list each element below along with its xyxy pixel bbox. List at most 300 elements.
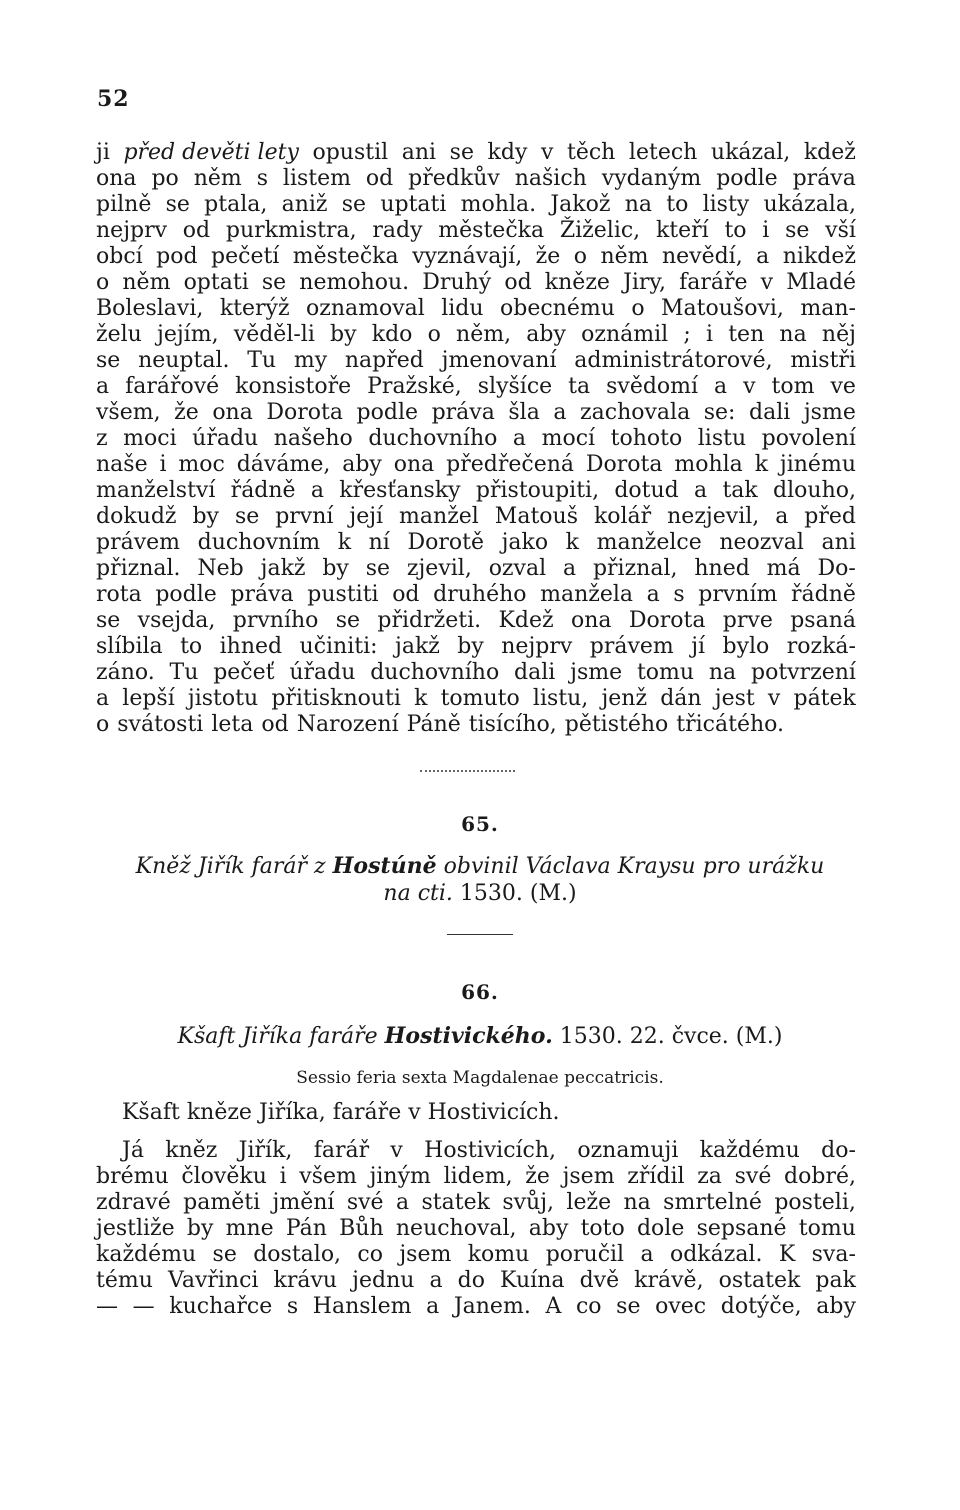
- section-65-heading-line-1: [0, 852, 960, 881]
- heading-part: z: [314, 854, 326, 879]
- word: optati: [183, 270, 249, 295]
- word: pilně: [96, 192, 152, 217]
- word: kuchařce: [169, 1294, 273, 1319]
- word: Druhý: [422, 270, 492, 295]
- text-line: [96, 504, 856, 530]
- word: Pán: [285, 1216, 327, 1241]
- word: přitisknouti: [271, 686, 401, 711]
- word: posteli,: [774, 1190, 856, 1215]
- word: i: [762, 218, 770, 243]
- word: manžel: [399, 504, 479, 529]
- word: —: [96, 1294, 118, 1319]
- word: a: [96, 374, 110, 399]
- word: jestliže: [96, 1216, 175, 1241]
- word: tisícího,: [468, 712, 557, 737]
- word: ptala,: [204, 192, 268, 217]
- word: pečetí: [211, 244, 280, 269]
- section-number-66: 66.: [461, 980, 499, 1004]
- word: od: [504, 270, 532, 295]
- word: jakž: [395, 634, 440, 659]
- word: učiniti:: [299, 634, 378, 659]
- word: nikdež: [782, 244, 856, 269]
- word: její: [349, 504, 384, 529]
- word: dali: [749, 400, 791, 425]
- word: ;: [683, 322, 691, 347]
- word: ukázal,: [710, 140, 791, 165]
- word: těch: [566, 140, 616, 165]
- section-number-65: 65.: [461, 812, 499, 836]
- word: všem: [299, 1164, 357, 1189]
- word: aby: [816, 1294, 856, 1319]
- word: právem: [96, 530, 181, 555]
- word: aniž: [281, 192, 328, 217]
- word: ihned: [219, 634, 283, 659]
- word: a: [714, 374, 728, 399]
- word: městečka: [438, 218, 545, 243]
- word: člověku: [181, 1164, 267, 1189]
- word: A: [545, 1294, 562, 1319]
- word: rota: [96, 582, 142, 607]
- word: o: [96, 712, 110, 737]
- text-line: [96, 374, 856, 400]
- word: se: [341, 192, 367, 217]
- word: napřed: [344, 348, 424, 373]
- word: se: [212, 1242, 237, 1267]
- text-line: [96, 608, 856, 634]
- text-line: [96, 270, 856, 296]
- word: Dorota: [628, 608, 706, 633]
- word: kterýž: [219, 296, 290, 321]
- word: tomuto: [440, 686, 520, 711]
- word: by: [457, 634, 484, 659]
- word: Matouš: [494, 504, 578, 529]
- word: něj: [821, 322, 856, 347]
- subtitle-text: Kšaft kněze Jiříka, faráře v Hostivicích.: [122, 1100, 560, 1125]
- word: jako: [501, 530, 549, 555]
- word: do-: [821, 1138, 856, 1163]
- word: lepší: [122, 686, 175, 711]
- word: křesťansky: [339, 478, 461, 503]
- word: něm: [122, 270, 171, 295]
- text-line: [96, 556, 856, 582]
- word: jenž: [601, 686, 648, 711]
- word: a: [646, 582, 660, 607]
- text-line: [96, 1190, 856, 1216]
- word: kteří: [655, 218, 709, 243]
- word: dotýče,: [720, 1294, 802, 1319]
- word: i: [705, 322, 714, 347]
- word: Dorota: [266, 400, 343, 425]
- word: o: [631, 296, 645, 321]
- word: zjevil,: [406, 556, 472, 581]
- word: krávě,: [634, 1268, 704, 1293]
- word: Hanslem: [312, 1294, 412, 1319]
- subtitle: [96, 1100, 856, 1126]
- word: o: [427, 322, 441, 347]
- word: Vavřinci: [167, 1268, 259, 1293]
- section-65-heading-line-2: [0, 880, 960, 908]
- word: leta: [211, 712, 254, 737]
- word: zdravé: [96, 1190, 171, 1215]
- word: krávu: [273, 1268, 338, 1293]
- word: v: [540, 140, 554, 165]
- word: mohla: [674, 452, 743, 477]
- word: že: [535, 244, 561, 269]
- word: obecnému: [500, 296, 615, 321]
- word: purkmistra,: [225, 218, 357, 243]
- word: na: [623, 1190, 651, 1215]
- word: psaná: [790, 608, 856, 633]
- heading-place: Hostivického.: [384, 1023, 553, 1049]
- word: jsem: [562, 1164, 615, 1189]
- word: lidu: [441, 296, 484, 321]
- word: jiným: [369, 1164, 431, 1189]
- word: a: [553, 400, 567, 425]
- paragraph-1: [96, 140, 856, 738]
- word: ona: [212, 400, 253, 425]
- word: s: [673, 582, 685, 607]
- word: co: [357, 1242, 383, 1267]
- word: Mladé: [786, 270, 856, 295]
- word: oznamoval: [305, 296, 425, 321]
- text-line: [96, 348, 856, 374]
- word: úřadu: [289, 660, 356, 685]
- word: ona: [96, 166, 137, 191]
- word: slyšíce: [477, 374, 553, 399]
- word: Matoušovi,: [661, 296, 784, 321]
- word: letech: [628, 140, 698, 165]
- text-line: [96, 166, 856, 192]
- word: kdy: [487, 140, 528, 165]
- word: pod: [156, 244, 198, 269]
- text-line: [96, 426, 856, 452]
- word: tomu: [636, 660, 695, 685]
- word: sva-: [811, 1242, 856, 1267]
- word: se: [335, 608, 361, 633]
- word: prvního: [232, 608, 319, 633]
- word: podle: [155, 582, 217, 607]
- word: želu: [96, 322, 142, 347]
- word: k: [414, 686, 428, 711]
- text-line: [96, 322, 856, 348]
- word: to: [180, 634, 203, 659]
- word: vydaným: [601, 166, 702, 191]
- word: dáváme,: [236, 452, 331, 477]
- word: svátosti: [117, 712, 204, 737]
- word: má: [766, 556, 801, 581]
- text-line: [96, 712, 856, 738]
- text-line: [96, 582, 856, 608]
- word: jmenovaní: [441, 348, 557, 373]
- word: listu: [697, 426, 747, 451]
- word: jakž: [260, 556, 306, 581]
- separator-rule: [447, 934, 513, 935]
- word: se: [96, 608, 121, 633]
- word: listy: [702, 192, 750, 217]
- word: kdo: [371, 322, 413, 347]
- word: Páně: [406, 712, 461, 737]
- word: i: [159, 452, 167, 477]
- word: Kdež: [498, 608, 554, 633]
- word: listu,: [532, 686, 589, 711]
- word: přiznal,: [592, 556, 678, 581]
- word: to: [724, 218, 747, 243]
- word: administrátorové,: [574, 348, 773, 373]
- word: Dorota: [585, 452, 663, 477]
- word: před: [804, 504, 856, 529]
- word: kněze: [544, 270, 610, 295]
- word: první: [275, 504, 334, 529]
- separator-dots: [420, 770, 515, 772]
- word: v: [390, 1138, 403, 1163]
- word: předkův: [408, 166, 500, 191]
- word: jinému: [779, 452, 856, 477]
- word: a: [640, 1242, 654, 1267]
- word: svůj,: [502, 1190, 555, 1215]
- word: své: [734, 1164, 772, 1189]
- word: hned: [694, 556, 750, 581]
- word: něm: [600, 244, 649, 269]
- word: nejprv: [96, 218, 168, 243]
- word: pak: [815, 1268, 856, 1293]
- word: s: [286, 1294, 299, 1319]
- word: dlouho,: [773, 478, 856, 503]
- word: od: [182, 218, 211, 243]
- word: na: [708, 660, 737, 685]
- paragraph-2: [96, 1138, 856, 1320]
- word: my: [293, 348, 328, 373]
- word: a: [426, 1294, 440, 1319]
- word: s: [256, 166, 268, 191]
- word: paměti: [183, 1190, 261, 1215]
- word: povolení: [761, 426, 856, 451]
- word: Tu: [247, 348, 277, 373]
- word: ní: [368, 530, 390, 555]
- word: se: [261, 270, 287, 295]
- word: od: [392, 582, 420, 607]
- word: a: [395, 1190, 410, 1215]
- word: opustil: [312, 140, 389, 165]
- word: sepsané: [696, 1216, 787, 1241]
- word: jsme: [803, 400, 856, 425]
- word: jí: [691, 634, 706, 659]
- text-line: [96, 530, 856, 556]
- word: dali: [514, 660, 556, 685]
- word: přistoupiti,: [475, 478, 600, 503]
- word: jistotu: [187, 686, 259, 711]
- word: kolář: [593, 504, 652, 529]
- word: jejím,: [157, 322, 219, 347]
- word: jsem: [399, 1242, 452, 1267]
- session-note: Sessio feria sexta Magdalenae peccatricis.: [296, 1068, 664, 1088]
- word: a: [429, 1268, 443, 1293]
- text-line: [96, 1216, 856, 1242]
- word: Jiřík,: [238, 1138, 293, 1163]
- word: Tu: [169, 660, 199, 685]
- word: man-: [800, 296, 856, 321]
- word: třicátého.: [676, 712, 784, 737]
- text-line: [96, 634, 856, 660]
- word: duchovním: [197, 530, 321, 555]
- word: Jakož: [550, 192, 611, 217]
- word: od: [261, 712, 289, 737]
- word: a: [96, 686, 110, 711]
- word: a: [775, 504, 789, 529]
- word: druhého: [433, 582, 527, 607]
- word: každému: [699, 1138, 800, 1163]
- text-line: [96, 1164, 856, 1190]
- word: lidem,: [443, 1164, 513, 1189]
- word: Do-: [817, 556, 856, 581]
- word: manžela: [540, 582, 634, 607]
- word: se: [96, 348, 121, 373]
- text-line: [96, 192, 856, 218]
- word: komu: [467, 1242, 530, 1267]
- word: v: [760, 270, 774, 295]
- word: smrtelné: [663, 1190, 762, 1215]
- word: právem: [589, 634, 674, 659]
- word: k: [565, 530, 580, 555]
- word: své: [346, 1190, 384, 1215]
- word: práva: [792, 166, 856, 191]
- word: vsejda,: [137, 608, 216, 633]
- word: pečeť: [213, 660, 275, 685]
- word: prve: [722, 608, 773, 633]
- word: ta: [568, 374, 591, 399]
- word: ona: [570, 608, 612, 633]
- word: tohoto: [610, 426, 683, 451]
- word: pětistého: [564, 712, 669, 737]
- heading-place: Hostúně: [332, 853, 437, 879]
- heading-part: Kněž Jiřík farář: [135, 854, 308, 879]
- word: moc: [178, 452, 225, 477]
- text-line: [96, 400, 856, 426]
- word: řádně: [230, 478, 296, 503]
- word: práva: [230, 582, 294, 607]
- word: poručil: [545, 1242, 625, 1267]
- word: v: [743, 374, 756, 399]
- word: o: [573, 244, 587, 269]
- word: ani: [401, 140, 437, 165]
- word: nejprv: [501, 634, 573, 659]
- text-line: [96, 140, 856, 166]
- word: Já: [122, 1138, 144, 1163]
- word: co: [575, 1294, 602, 1319]
- word: se: [365, 556, 391, 581]
- word: mohla.: [460, 192, 537, 217]
- word: kněz: [165, 1138, 218, 1163]
- word: a: [756, 244, 770, 269]
- word: jmění: [272, 1190, 335, 1215]
- word: ukázala,: [763, 192, 856, 217]
- word: leže: [566, 1190, 612, 1215]
- word: každému: [96, 1242, 197, 1267]
- word: na: [779, 322, 807, 347]
- word: přiznal.: [96, 556, 181, 581]
- text-line: [96, 218, 856, 244]
- heading-part: obvinil Václava Kraysu pro urážku: [443, 854, 825, 879]
- word: statek: [421, 1190, 490, 1215]
- text-line: [96, 478, 856, 504]
- word: oznamuji: [577, 1138, 679, 1163]
- word: zachovala: [580, 400, 691, 425]
- word: záno.: [96, 660, 155, 685]
- word: pustiti: [307, 582, 379, 607]
- text-line: [96, 296, 856, 322]
- word: Pražské,: [367, 374, 462, 399]
- word: mocí: [541, 426, 596, 451]
- text-line: [96, 1268, 856, 1294]
- word: konsistoře: [235, 374, 352, 399]
- word: se:: [703, 400, 736, 425]
- word: našeho: [273, 426, 353, 451]
- word: ostatek: [718, 1268, 801, 1293]
- word: se: [165, 192, 190, 217]
- word: K: [778, 1242, 796, 1267]
- word: od: [365, 166, 394, 191]
- word: naše: [96, 452, 148, 477]
- word: dostalo,: [253, 1242, 342, 1267]
- word: že: [525, 1164, 550, 1189]
- word: prvním: [698, 582, 778, 607]
- word: Janem.: [453, 1294, 531, 1319]
- word: všem,: [96, 400, 161, 425]
- word: za: [697, 1164, 722, 1189]
- text-line: [96, 244, 856, 270]
- word: nemohou.: [299, 270, 410, 295]
- word: dotud: [614, 478, 679, 503]
- word: nevědí,: [661, 244, 743, 269]
- word: toto: [580, 1216, 625, 1241]
- word: na: [624, 192, 652, 217]
- word: tému: [96, 1268, 153, 1293]
- word: se: [234, 504, 260, 529]
- word: a: [512, 426, 527, 451]
- word: i: [279, 1164, 287, 1189]
- word: podle: [716, 166, 778, 191]
- word: podle: [356, 400, 419, 425]
- word: ve: [830, 374, 856, 399]
- word: tak: [722, 478, 758, 503]
- word: něm,: [456, 322, 512, 347]
- word: Bůh: [339, 1216, 384, 1241]
- word: moci: [123, 426, 177, 451]
- word: Boleslavi,: [96, 296, 204, 321]
- word: Kuína: [500, 1268, 565, 1293]
- word: před devěti lety: [123, 140, 299, 165]
- word: Narození: [296, 712, 399, 737]
- word: pátek: [793, 686, 856, 711]
- word: aby: [526, 322, 566, 347]
- word: Hostivicích,: [424, 1138, 557, 1163]
- word: Jiry,: [623, 270, 666, 295]
- word: zřídil: [627, 1164, 685, 1189]
- section-66-heading: [0, 1022, 960, 1051]
- word: se: [616, 1294, 641, 1319]
- word: ona: [393, 452, 435, 477]
- word: přidržeti.: [377, 608, 482, 633]
- word: listem: [282, 166, 351, 191]
- word: obcí: [96, 244, 143, 269]
- word: nezjevil,: [667, 504, 760, 529]
- word: úřadu: [192, 426, 259, 451]
- text-line: [96, 452, 856, 478]
- word: městečka: [292, 244, 399, 269]
- word: rozká-: [786, 634, 856, 659]
- word: kdež: [803, 140, 856, 165]
- heading-date: 1530. 22. čvce. (M.): [559, 1024, 783, 1049]
- word: by: [330, 322, 357, 347]
